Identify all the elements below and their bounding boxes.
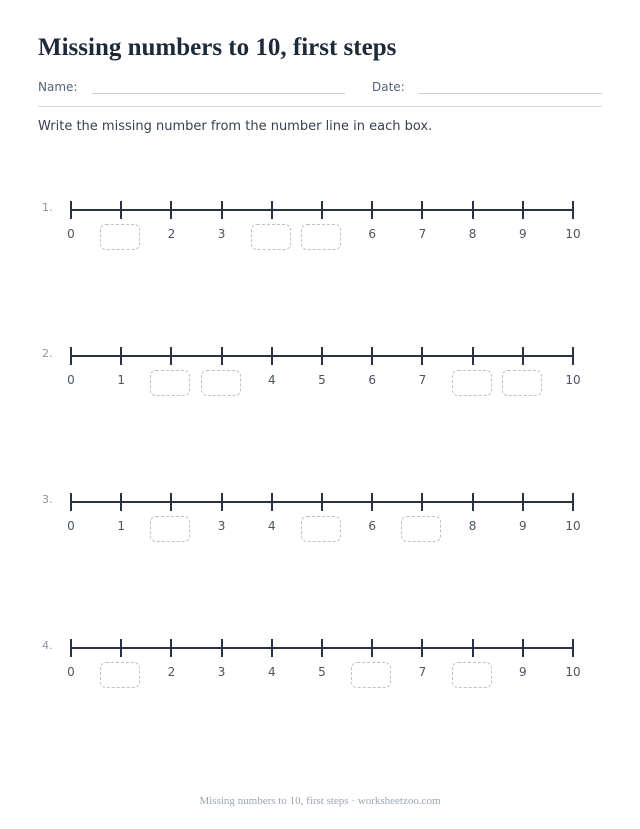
answer-box[interactable]	[100, 224, 140, 250]
tick-label: 4	[267, 519, 276, 533]
header-divider	[38, 106, 602, 107]
number-line-tick	[221, 347, 223, 365]
problem-number: 4.	[42, 639, 53, 652]
tick-label: 8	[468, 227, 477, 241]
tick-label: 7	[418, 373, 427, 387]
tick-label: 3	[217, 227, 226, 241]
number-line-tick	[221, 493, 223, 511]
number-line-tick	[421, 493, 423, 511]
number-line-tick	[421, 639, 423, 657]
date-field[interactable]	[419, 93, 602, 94]
number-line-tick	[371, 493, 373, 511]
date-label: Date:	[372, 80, 405, 94]
answer-box[interactable]	[301, 224, 341, 250]
number-line-tick	[371, 347, 373, 365]
tick-label: 4	[267, 665, 276, 679]
answer-box[interactable]	[251, 224, 291, 250]
tick-label: 10	[565, 519, 581, 533]
answer-box[interactable]	[150, 370, 190, 396]
answer-box[interactable]	[100, 662, 140, 688]
answer-box[interactable]	[502, 370, 542, 396]
tick-label: 9	[518, 227, 527, 241]
answer-box[interactable]	[351, 662, 391, 688]
number-line-tick	[170, 347, 172, 365]
number-line-tick	[271, 639, 273, 657]
number-line-problem	[0, 493, 640, 573]
number-line-tick	[572, 347, 574, 365]
tick-label: 9	[518, 665, 527, 679]
number-line-tick	[321, 201, 323, 219]
number-line-problem	[0, 347, 640, 427]
number-line-tick	[522, 493, 524, 511]
name-field[interactable]	[92, 93, 345, 94]
answer-box[interactable]	[452, 662, 492, 688]
number-line-tick	[70, 639, 72, 657]
number-line-tick	[371, 201, 373, 219]
tick-label: 1	[117, 519, 125, 533]
tick-label: 1	[117, 373, 125, 387]
answer-box[interactable]	[150, 516, 190, 542]
tick-label: 0	[67, 373, 75, 387]
page-title: Missing numbers to 10, first steps	[38, 34, 397, 61]
number-line-tick	[70, 201, 72, 219]
number-line-tick	[70, 493, 72, 511]
tick-label: 10	[565, 373, 581, 387]
number-line-tick	[472, 201, 474, 219]
instructions: Write the missing number from the number line in each box.	[38, 119, 433, 134]
number-line-tick	[120, 639, 122, 657]
number-line-tick	[271, 493, 273, 511]
tick-label: 5	[318, 665, 326, 679]
number-line-tick	[70, 347, 72, 365]
number-line-tick	[421, 347, 423, 365]
number-line-tick	[472, 493, 474, 511]
tick-label: 8	[468, 519, 477, 533]
tick-label: 7	[418, 227, 427, 241]
number-line-tick	[221, 201, 223, 219]
tick-label: 7	[418, 665, 427, 679]
number-line-tick	[221, 639, 223, 657]
number-line-tick	[321, 347, 323, 365]
number-line-tick	[120, 347, 122, 365]
footer: Missing numbers to 10, first steps · worksheetzoo.com	[199, 795, 441, 807]
number-line-tick	[170, 493, 172, 511]
tick-label: 9	[518, 519, 527, 533]
tick-label: 10	[565, 665, 581, 679]
tick-label: 6	[368, 519, 376, 533]
answer-box[interactable]	[452, 370, 492, 396]
tick-label: 4	[267, 373, 276, 387]
answer-box[interactable]	[301, 516, 341, 542]
number-line-tick	[321, 493, 323, 511]
number-line-problem	[0, 201, 640, 281]
problem-number: 2.	[42, 347, 53, 360]
tick-label: 6	[368, 373, 376, 387]
number-line-tick	[120, 201, 122, 219]
number-line-tick	[271, 201, 273, 219]
number-line-tick	[321, 639, 323, 657]
tick-label: 3	[217, 519, 226, 533]
number-line-tick	[572, 201, 574, 219]
tick-label: 5	[318, 373, 326, 387]
number-line-tick	[522, 347, 524, 365]
answer-box[interactable]	[401, 516, 441, 542]
tick-label: 0	[67, 519, 75, 533]
tick-label: 2	[167, 665, 176, 679]
name-label: Name:	[38, 80, 78, 94]
tick-label: 0	[67, 665, 75, 679]
number-line-tick	[170, 201, 172, 219]
tick-label: 6	[368, 227, 376, 241]
number-line-tick	[572, 639, 574, 657]
number-line-tick	[421, 201, 423, 219]
number-line-tick	[170, 639, 172, 657]
problem-number: 3.	[42, 493, 53, 506]
tick-label: 3	[217, 665, 226, 679]
tick-label: 2	[167, 227, 176, 241]
tick-label: 0	[67, 227, 75, 241]
number-line-tick	[120, 493, 122, 511]
number-line-problem	[0, 639, 640, 719]
number-line-tick	[522, 201, 524, 219]
number-line-tick	[371, 639, 373, 657]
number-line-tick	[271, 347, 273, 365]
number-line-tick	[522, 639, 524, 657]
number-line-tick	[572, 493, 574, 511]
answer-box[interactable]	[201, 370, 241, 396]
number-line-tick	[472, 347, 474, 365]
tick-label: 10	[565, 227, 581, 241]
problem-number: 1.	[42, 201, 53, 214]
number-line-tick	[472, 639, 474, 657]
